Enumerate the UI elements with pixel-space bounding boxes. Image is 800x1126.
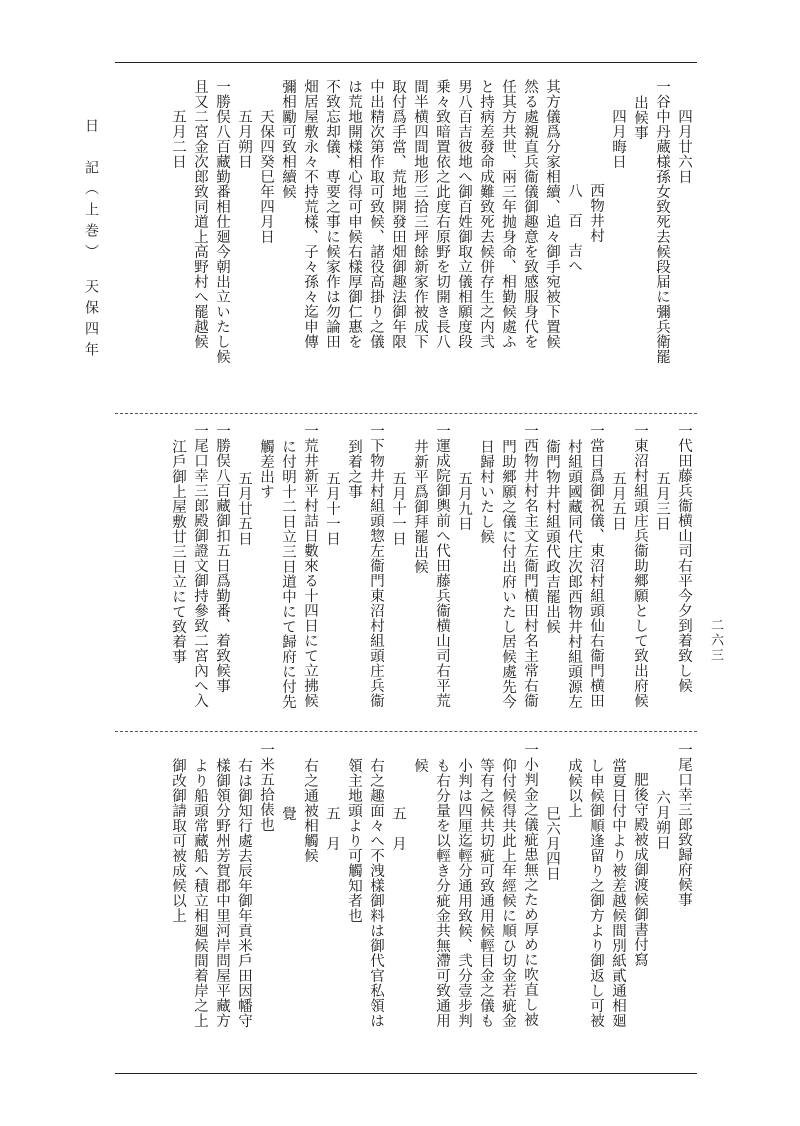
text-column: 右之通被相觸候 xyxy=(302,758,318,863)
section-divider xyxy=(115,413,697,414)
text-column: 取付爲手當、荒地開發田畑御趣法御年限 xyxy=(390,79,406,349)
text-column: 成候以上 xyxy=(566,758,582,818)
text-column: 五月朔日 xyxy=(236,109,252,169)
text-column: 一米五拾俵也 xyxy=(258,742,274,832)
text-column: 衞門物井村組頭代政吉罷出候 xyxy=(544,439,560,634)
text-column: 四月廿六日 xyxy=(676,109,692,184)
text-column: も右分量を以輕き分疵金共無滯可致通用 xyxy=(434,758,450,1028)
text-column: 五 月 xyxy=(324,806,340,851)
text-frame xyxy=(115,62,697,1074)
text-column: 其方儀爲分家相續、追々御手宛被下置候 xyxy=(544,79,560,349)
text-column: 巳六月四日 xyxy=(544,806,560,881)
text-column: 五月三日 xyxy=(654,471,670,531)
section-divider xyxy=(115,731,697,732)
text-column: 候 xyxy=(412,758,428,773)
running-head: 日 記（上巻） 天保四年 xyxy=(83,118,99,363)
text-column: 領主地頭より可觸知者也 xyxy=(346,758,362,923)
text-band-lower xyxy=(115,742,697,1066)
text-column: 一西物井村名主文左衞門横田村名主常右衞 xyxy=(522,423,538,708)
text-column: に付明十二日立三日道中にて歸府に付先 xyxy=(280,439,296,709)
text-column: 中出精次第作取可致候、諸役高掛り之儀 xyxy=(368,79,384,349)
text-column: 西物井村 xyxy=(588,183,604,243)
text-column: 一小判金之儀疵患無之ため厚めに吹直し被 xyxy=(522,742,538,1027)
text-column: 五月九日 xyxy=(456,471,472,531)
text-column: 觸差出す xyxy=(258,439,274,499)
text-column: 五月五日 xyxy=(610,471,626,531)
text-column: 江戶御上屋敷廿三日立にて致着事 xyxy=(170,439,186,664)
text-column: 五月十一日 xyxy=(390,471,406,546)
text-column: 且又二宮金次郎致同道上高野村へ罷越候 xyxy=(192,79,208,349)
text-column: 五月十一日 xyxy=(324,471,340,546)
text-column: 一荒井新平村詰日數來る十四日にて立拂候 xyxy=(302,423,318,708)
text-column: 一勝俣八百藏御扣五日爲勤番、着致候事 xyxy=(214,423,230,693)
text-column: 右は御知行處去辰年御年貢米戶田因幡守 xyxy=(236,758,252,1028)
text-column: 村組頭國藏同代庄次郎西物井村組頭源左 xyxy=(566,439,582,709)
text-column: 一東沼村組頭庄兵衞助郷願として致出府候 xyxy=(632,423,648,708)
text-band-upper xyxy=(115,79,697,403)
text-column: 覺 xyxy=(280,806,296,821)
text-column: 一代田藤兵衞横山司右平今夕到着致し候 xyxy=(676,423,692,693)
text-column: 肥後守殿被成御渡候御書付寫 xyxy=(632,772,648,967)
text-column: 到着之事 xyxy=(346,439,362,499)
text-column: 六月朔日 xyxy=(654,790,670,850)
text-column: 仰付候得共此上年經候に順ひ切金若疵金 xyxy=(500,758,516,1028)
text-column: 一勝俣八百藏勤番相仕廻今朝出立いたし候 xyxy=(214,79,230,364)
text-column: 出候事 xyxy=(632,95,648,140)
text-column: 御改御請取可被成候以上 xyxy=(170,758,186,923)
text-column: 然る處親直兵衞儀御趣意を致感服身代を xyxy=(522,79,538,349)
text-column: 一運成院御輿前へ代田藤兵衞横山司右平荒 xyxy=(434,423,450,708)
text-column: 當夏日付中より被差越候間別紙貳通相廻 xyxy=(610,758,626,1028)
text-column: 五 月 xyxy=(390,806,406,851)
text-column: より船頭常藏船へ積立相廻候間着岸之上 xyxy=(192,758,208,1028)
text-column: 八 百 吉へ xyxy=(566,183,582,273)
text-column: 一尾口幸三郎殿御證文御持參致二宮內へ入 xyxy=(192,423,208,708)
page-number: 二六三 xyxy=(708,618,723,663)
text-column: し申候御順逢留り之御方より御返し可被 xyxy=(588,758,604,1028)
text-column: 門助郷願之儀に付出府いたし居候處先今 xyxy=(500,439,516,709)
text-column: 乗々致暗置依之此度右原野を切開き長八 xyxy=(434,79,450,349)
text-column: 不致忘却儀、専要之事に候家作は勿論田 xyxy=(324,79,340,349)
text-column: 天保四癸巳年四月日 xyxy=(258,109,274,244)
text-column: 男八百吉彼地へ御百姓御取立儀相願度段 xyxy=(456,79,472,349)
text-column: 畑居屋敷永々不持荒樣、子々孫々迄申傳 xyxy=(302,79,318,349)
text-column: は荒地開樣相心得可申候右樣厚御仁惠を xyxy=(346,79,362,349)
text-column: 日歸村いたし候 xyxy=(478,439,494,544)
text-column: 五月二日 xyxy=(170,109,186,169)
text-column: 五月廿五日 xyxy=(236,471,252,546)
text-band-middle xyxy=(115,423,697,747)
text-column: 間半横四間地形三拾三坪餘新家作被成下 xyxy=(412,79,428,349)
text-column: 等有之候共切疵可致通用候輕目金之儀も xyxy=(478,758,494,1028)
text-column: 四月晦日 xyxy=(610,109,626,169)
text-column: 右之趣面々へ不洩樣御料は御代官私領は xyxy=(368,758,384,1028)
text-column: 一谷中丹蔵様孫女致死去候段届に彌兵衛罷 xyxy=(654,79,670,364)
text-column: 小判は四厘迄輕分通用致候、弐分壹步判 xyxy=(456,758,472,1028)
text-column: 樣御領分野州芳賀郡中里河岸問屋平藏方 xyxy=(214,758,230,1028)
text-column: 一下物井村組頭惣左衞門東沼村組頭庄兵衞 xyxy=(368,423,384,708)
text-column: 一當日爲御祝儀、東沼村組頭仙右衞門横田 xyxy=(588,423,604,708)
text-column: 井新平爲御拜罷出候 xyxy=(412,439,428,574)
text-column: と持病差發命成難致死去候併存生之内弐 xyxy=(478,79,494,349)
text-column: 任其方共世、兩三年抛身命、相勤候處ふ xyxy=(500,79,516,349)
text-column: 彌相勵可致相續候 xyxy=(280,79,296,199)
text-column: 一尾口幸三郎致歸府候事 xyxy=(676,742,692,907)
